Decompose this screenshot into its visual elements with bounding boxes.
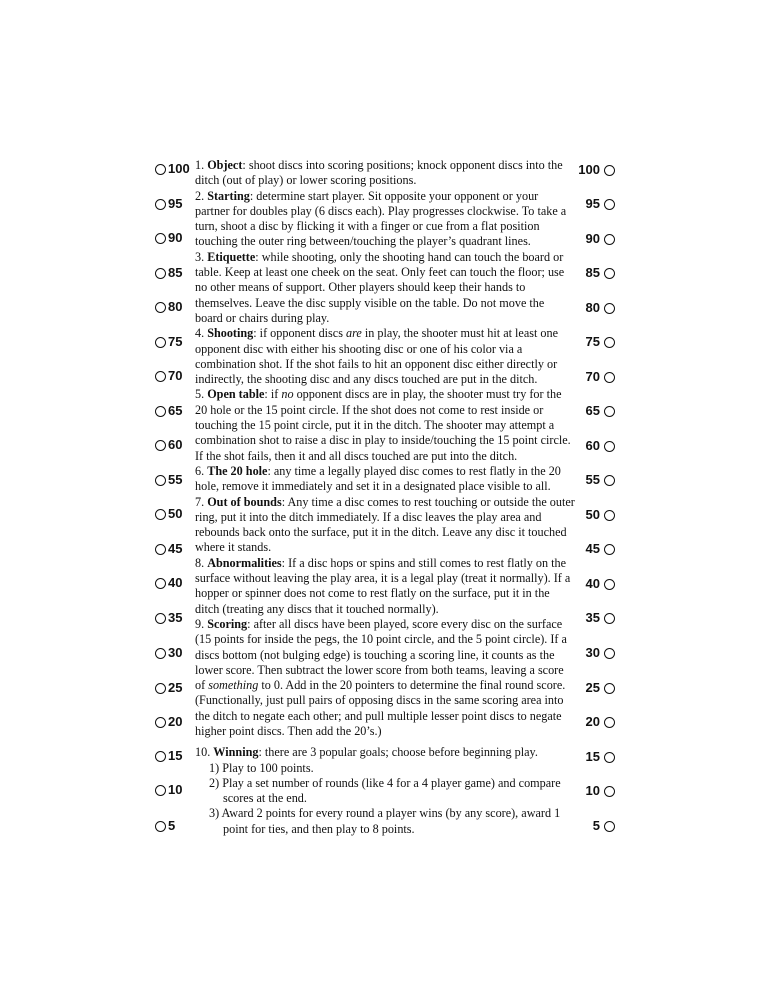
score-label: 35: [168, 610, 183, 625]
goal-text: 1) Play to 100 points.: [209, 760, 314, 775]
circle-icon: [155, 648, 166, 659]
score-marker-right[interactable]: [586, 714, 615, 730]
score-marker-right[interactable]: [586, 680, 615, 696]
rule-starting: [195, 189, 575, 250]
score-marker-right[interactable]: [586, 576, 615, 592]
rule-emphasis: are: [346, 326, 362, 341]
score-label: 30: [168, 645, 183, 660]
rule-number: 7.: [195, 494, 205, 509]
rule-body: : there are 3 popular goals; choose before beginning play.: [258, 745, 538, 760]
goal-continuation: point for ties, and then play to 8 points.: [223, 821, 415, 836]
score-label: 95: [585, 196, 600, 211]
score-label: 75: [585, 334, 600, 349]
score-label: 40: [168, 575, 183, 590]
score-marker-right[interactable]: [586, 334, 615, 350]
rule-abnormalities: [195, 556, 575, 617]
circle-icon: [604, 717, 615, 728]
score-marker-right[interactable]: [586, 749, 615, 765]
rule-winning: [195, 745, 575, 760]
score-marker-left[interactable]: [155, 472, 182, 488]
score-marker-left[interactable]: [155, 403, 182, 419]
score-label: 95: [168, 196, 183, 211]
rule-title: Open table: [207, 387, 265, 402]
score-marker-right[interactable]: [586, 265, 615, 281]
score-label: 100: [168, 161, 190, 176]
winning-goal: [195, 761, 575, 776]
score-label: 50: [585, 507, 600, 522]
rule-object: [195, 158, 575, 189]
circle-icon: [155, 475, 166, 486]
score-marker-right[interactable]: [586, 403, 615, 419]
circle-icon: [604, 372, 615, 383]
score-label: 55: [168, 472, 183, 487]
score-marker-left[interactable]: [155, 299, 182, 315]
circle-icon: [155, 164, 166, 175]
circle-icon: [155, 199, 166, 210]
circle-icon: [155, 683, 166, 694]
score-label: 20: [168, 714, 183, 729]
score-marker-left[interactable]: [155, 541, 182, 557]
rule-body: : shoot discs into scoring positions; knock opponent discs into the ditch (out of play) or lower scoring positions.: [195, 158, 563, 188]
circle-icon: [604, 821, 615, 832]
circle-icon: [155, 509, 166, 520]
score-marker-right[interactable]: [586, 472, 615, 488]
rule-etiquette: [195, 250, 575, 326]
rule-number: 4.: [195, 326, 205, 341]
score-marker-left[interactable]: [155, 230, 182, 246]
circle-icon: [604, 165, 615, 176]
rule-number: 5.: [195, 387, 205, 402]
rule-20-hole: [195, 464, 575, 495]
rule-open-table: [195, 387, 575, 463]
circle-icon: [604, 510, 615, 521]
score-label: 5: [168, 818, 176, 833]
circle-icon: [155, 233, 166, 244]
score-marker-left[interactable]: [155, 610, 182, 626]
circle-icon: [604, 337, 615, 348]
score-label: 35: [585, 610, 600, 625]
score-label: 25: [585, 680, 600, 695]
rule-body: : Any time a disc comes to rest touching or outside the outer ring, put it into the ditch immediately. If a disc leaves the play area and rebounds back onto the surface, put it in the ditch. Leave any disc it touched where it stands.: [195, 494, 575, 555]
circle-icon: [604, 234, 615, 245]
score-marker-left[interactable]: [155, 782, 182, 798]
winning-goal: [195, 776, 575, 807]
circle-icon: [604, 613, 615, 624]
rule-number: 6.: [195, 463, 205, 478]
circle-icon: [155, 578, 166, 589]
circle-icon: [155, 821, 166, 832]
rule-out-of-bounds: [195, 495, 575, 556]
score-marker-left[interactable]: [155, 714, 182, 730]
score-label: 55: [585, 472, 600, 487]
rule-body: opponent discs are in play, the shooter must try for the 20 hole or the 15 point circle. If the shot does not come to rest inside or touching the 15 point circle, put it in the ditch. The shooter may attempt a combination shot to raise a disc in play to inside/touching the 15 point circle. If the shot fails, then it and all discs touched are put into the ditch.: [195, 387, 571, 463]
rule-number: 3.: [195, 249, 205, 264]
rule-body: in play, the shooter must hit at least one opponent disc with either his shooting disc or one of his color via a combination shot. If the shot fails to hit an opponent disc either directly or indirectly, the shooting disc and any discs touched are put in the ditch.: [195, 326, 559, 387]
rule-number: 9.: [195, 616, 205, 631]
goal-continuation: scores at the end.: [223, 791, 307, 806]
circle-icon: [604, 648, 615, 659]
rules-text: [195, 158, 575, 837]
circle-icon: [604, 683, 615, 694]
score-label: 90: [585, 231, 600, 246]
score-marker-right[interactable]: [586, 507, 615, 523]
circle-icon: [155, 440, 166, 451]
rule-body: : any time a legally played disc comes to rest flatly in the 20 hole, remove it immediately and set it in a designated place visible to all.: [195, 463, 561, 494]
rule-scoring: [195, 617, 575, 739]
score-label: 80: [585, 300, 600, 315]
score-marker-right[interactable]: [586, 541, 615, 557]
score-marker-left[interactable]: [155, 334, 182, 350]
rule-body: : determine start player. Sit opposite your opponent or your partner for doubles play (6 discs each). Play progresses clockwise. To take a turn, shoot a disc by flicking it with a finger or cue from a flat position touching the outer ring between/touching the player’s quadrant lines.: [195, 188, 567, 249]
score-marker-left[interactable]: [155, 748, 182, 764]
circle-icon: [155, 371, 166, 382]
score-label: 5: [592, 818, 600, 833]
goal-text: 3) Award 2 points for every round a player wins (by any score), award 1: [209, 806, 561, 821]
score-marker-left[interactable]: [155, 818, 175, 834]
circle-icon: [155, 613, 166, 624]
circle-icon: [155, 406, 166, 417]
score-label: 50: [168, 506, 183, 521]
score-label: 85: [168, 265, 183, 280]
score-marker-right[interactable]: [578, 162, 615, 178]
score-marker-left[interactable]: [155, 265, 182, 281]
score-label: 60: [168, 437, 183, 452]
circle-icon: [155, 544, 166, 555]
score-marker-left[interactable]: [155, 506, 182, 522]
circle-icon: [155, 337, 166, 348]
score-marker-right[interactable]: [586, 369, 615, 385]
score-marker-left[interactable]: [155, 161, 190, 177]
score-marker-right[interactable]: [586, 783, 615, 799]
rule-shooting: [195, 326, 575, 387]
score-label: 20: [585, 714, 600, 729]
rule-number: 10.: [195, 745, 211, 760]
circle-icon: [155, 751, 166, 762]
rule-title: Scoring: [207, 616, 248, 631]
rule-body: : while shooting, only the shooting hand can touch the board or table. Keep at least one cheek on the seat. Only feet can touch the floor; use no other means of support. Other players should keep their hands to themselves. Leave the disc supply visible on the table. Do not move the board or chairs during play.: [195, 249, 565, 325]
rule-number: 2.: [195, 188, 205, 203]
goal-text: 2) Play a set number of rounds (like 4 for a 4 player game) and compare: [209, 775, 561, 790]
score-label: 15: [168, 748, 183, 763]
score-marker-right[interactable]: [586, 231, 615, 247]
rule-emphasis: no: [281, 387, 294, 402]
score-marker-right[interactable]: [586, 196, 615, 212]
rule-title: Object: [207, 158, 243, 172]
rule-title: Abnormalities: [207, 555, 282, 570]
rule-body: : if opponent discs: [253, 326, 347, 341]
circle-icon: [604, 579, 615, 590]
score-marker-left[interactable]: [155, 575, 182, 591]
score-marker-left[interactable]: [155, 680, 182, 696]
rule-body: to 0. Add in the 20 pointers to determine the final round score. (Functionally, just pull pairs of opposing discs in the same scoring area into the ditch to negate each other; and pull multiple lesser point discs to negate higher point discs. Then add the 20’s.): [195, 678, 566, 738]
score-label: 25: [168, 680, 183, 695]
rule-body: : If a disc hops or spins and still comes to rest flatly on the surface without leaving the play area, it is a legal play (treat it normally). If a hopper or spinner does not come to rest flatly on the surface, put it in the ditch (treating any discs that it touched normally).: [195, 555, 571, 616]
score-label: 60: [585, 438, 600, 453]
score-label: 80: [168, 299, 183, 314]
rule-title: Winning: [213, 745, 259, 760]
score-label: 45: [168, 541, 183, 556]
circle-icon: [604, 441, 615, 452]
circle-icon: [604, 199, 615, 210]
rule-number: 1.: [195, 158, 205, 172]
rule-body: : after all discs have been played, score every disc on the surface (15 points for inside the pegs, the 10 point circle, and the 5 point circle). If a discs bottom (not bulging edge) is touching a scoring line, it counts as the lower score. Then subtract the lower score from both teams, leaving a score of: [195, 616, 567, 693]
score-marker-right[interactable]: [593, 818, 615, 834]
score-label: 65: [585, 403, 600, 418]
circle-icon: [155, 302, 166, 313]
score-label: 45: [585, 541, 600, 556]
rule-title: Out of bounds: [207, 494, 282, 509]
winning-goal: [195, 806, 575, 837]
circle-icon: [604, 406, 615, 417]
rule-title: Etiquette: [207, 249, 256, 264]
circle-icon: [604, 475, 615, 486]
circle-icon: [155, 785, 166, 796]
score-marker-left[interactable]: [155, 368, 182, 384]
score-marker-right[interactable]: [586, 610, 615, 626]
score-label: 15: [585, 749, 600, 764]
score-label: 30: [585, 645, 600, 660]
rule-body: : if: [264, 387, 282, 402]
score-label: 90: [168, 230, 183, 245]
score-label: 10: [168, 782, 183, 797]
rule-title: Shooting: [207, 326, 254, 341]
score-marker-right[interactable]: [586, 300, 615, 316]
score-marker-left[interactable]: [155, 196, 182, 212]
circle-icon: [604, 544, 615, 555]
rule-emphasis: something: [208, 678, 259, 693]
circle-icon: [604, 303, 615, 314]
circle-icon: [155, 717, 166, 728]
score-label: 40: [585, 576, 600, 591]
rule-number: 8.: [195, 555, 205, 570]
circle-icon: [155, 268, 166, 279]
score-label: 85: [585, 265, 600, 280]
circle-icon: [604, 268, 615, 279]
score-marker-left[interactable]: [155, 645, 182, 661]
score-marker-left[interactable]: [155, 437, 182, 453]
score-label: 70: [585, 369, 600, 384]
score-label: 75: [168, 334, 183, 349]
score-label: 70: [168, 368, 183, 383]
rule-title: The 20 hole: [207, 463, 268, 478]
score-marker-right[interactable]: [586, 645, 615, 661]
score-label: 100: [578, 162, 600, 177]
score-marker-right[interactable]: [586, 438, 615, 454]
circle-icon: [604, 786, 615, 797]
rule-title: Starting: [207, 188, 250, 203]
score-label: 10: [585, 783, 600, 798]
circle-icon: [604, 752, 615, 763]
score-label: 65: [168, 403, 183, 418]
